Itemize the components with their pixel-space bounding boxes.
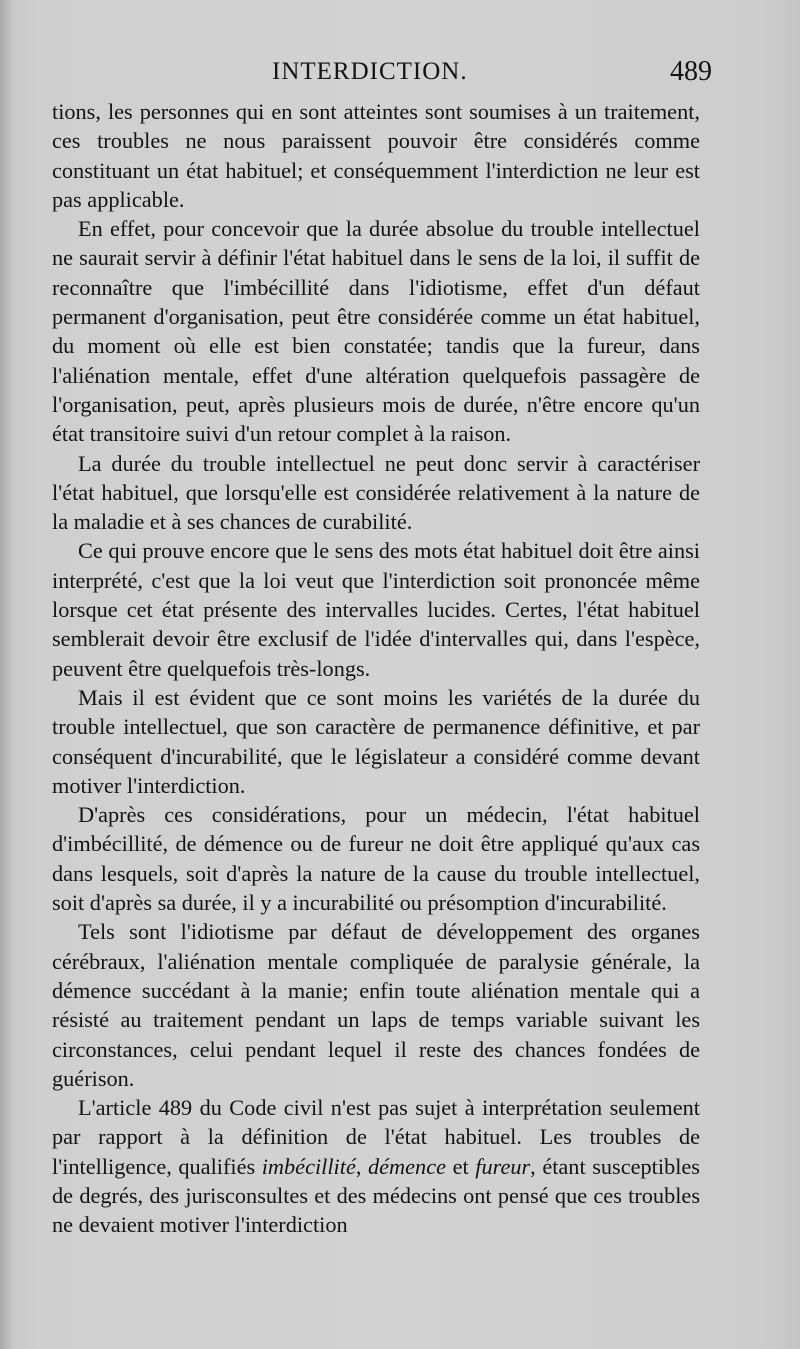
paragraph-text: L'article 489 du Code civil n'est pas sujet à interprétation seulement par rapport à la définition de l'état habituel. Les troubles de l'intelligence, qualifiés [52,1095,700,1179]
paragraph: La durée du trouble intellectuel ne peut donc servir à caractériser l'état habituel, que lorsqu'elle est considérée relativement à la nature de la maladie et à ses chances de curabilité. [52,450,700,535]
italic-term-demence: démence [368,1153,446,1179]
italic-term-fureur: fureur [475,1153,531,1179]
page-number: 489 [670,56,712,87]
separator: , [355,1153,368,1179]
italic-term-imbecillite: imbécillité [261,1153,356,1179]
paragraph-last [52,1093,700,1239]
body-text [52,97,700,1240]
paragraph-continued: tions, les personnes qui en sont atteintes sont soumises à un traitement, ces troubles ne nous paraissent pouvoir être considérés comme constituant un état habituel; et conséquemment l'interdiction ne leur est pas applicable. [52,99,700,212]
paragraph: D'après ces considérations, pour un médecin, l'état habituel d'imbécillité, de démence ou de fureur ne doit être appliqué qu'aux cas dans lesquels, soit d'après la nature de la cause du trouble intellectuel, soit d'après sa durée, il y a incurabilité ou présomption d'incurabilité. [52,802,700,916]
paragraph: Tels sont l'idiotisme par défaut de développement des organes cérébraux, l'aliénation mentale compliquée de paralysie générale, la démence succédant à la manie; enfin toute aliénation mentale qui a résisté au traitement pendant un laps de temps variable suivant les circonstances, celui pendant lequel il reste des chances fondées de guérison. [52,919,700,1091]
paragraph: Mais il est évident que ce sont moins les variétés de la durée du trouble intellectuel, que son caractère de permanence définitive, et par conséquent d'incurabilité, que le législateur a considéré comme devant motiver l'interdiction. [52,684,700,798]
separator: et [446,1153,476,1179]
page-header [52,52,712,92]
paragraph: Ce qui prouve encore que le sens des mots état habituel doit être ainsi interprété, c'est que la loi veut que l'interdiction soit prononcée même lorsque cet état présente des intervalles lucides. Certes, l'état habituel semblerait devoir être exclusif de l'idée d'intervalles qui, dans l'espèce, peuvent être quelquefois très-longs. [52,538,700,681]
paragraph-text: , étant susceptibles de degrés, des jurisconsultes et des médecins ont pensé que ces troubles ne devaient motiver l'interdiction [52,1153,700,1238]
running-title: INTERDICTION. [272,58,468,85]
paragraph: En effet, pour concevoir que la durée absolue du trouble intellectuel ne saurait servir à définir l'état habituel dans le sens de la loi, il suffit de reconnaître que l'imbécillité dans l'idiotisme, effet d'un défaut permanent d'organisation, peut être considérée comme un état habituel, du moment où elle est bien constatée; tandis que la fureur, dans l'aliénation mentale, effet d'une altération quelquefois passagère de l'organisation, peut, après plusieurs mois de durée, n'être encore qu'un état transitoire suivi d'un retour complet à la raison. [52,216,700,447]
